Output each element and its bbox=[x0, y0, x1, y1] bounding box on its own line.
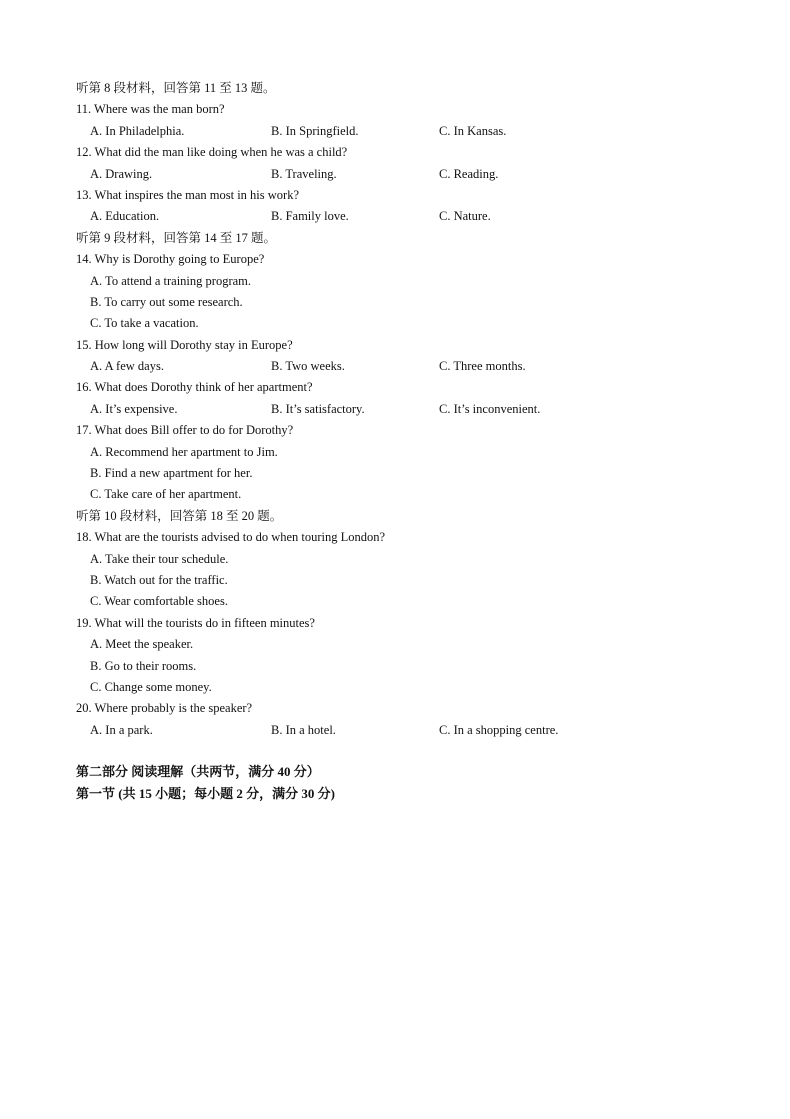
exam-content bbox=[76, 78, 756, 804]
question-text: 16. What does Dorothy think of her apartment? bbox=[76, 380, 313, 395]
option-b: B. Two weeks. bbox=[271, 359, 345, 374]
question-text: 15. How long will Dorothy stay in Europe? bbox=[76, 337, 293, 352]
option-b: B. In a hotel. bbox=[271, 722, 336, 737]
option-line: C. To take a vacation. bbox=[90, 316, 199, 331]
part-heading: 第一节 (共 15 小题；每小题 2 分，满分 30 分) bbox=[76, 785, 335, 801]
option-c: C. Nature. bbox=[439, 209, 491, 224]
option-a: A. Drawing. bbox=[90, 166, 153, 181]
question-text: 17. What does Bill offer to do for Dorothy? bbox=[76, 423, 294, 438]
option-line: A. Meet the speaker. bbox=[90, 637, 194, 652]
option-line: B. Watch out for the traffic. bbox=[90, 572, 228, 587]
option-line: B. Go to their rooms. bbox=[90, 658, 197, 673]
part-heading: 第二部分 阅读理解（共两节，满分 40 分） bbox=[76, 764, 320, 780]
options-row bbox=[76, 399, 756, 420]
option-b: B. Traveling. bbox=[271, 166, 337, 181]
option-line: A. Recommend her apartment to Jim. bbox=[90, 444, 278, 459]
option-line: C. Change some money. bbox=[90, 679, 212, 694]
option-line: B. To carry out some research. bbox=[90, 294, 243, 309]
options-row bbox=[76, 356, 756, 377]
option-a: A. In a park. bbox=[90, 722, 153, 737]
option-c: C. In Kansas. bbox=[439, 123, 507, 138]
option-line: A. To attend a training program. bbox=[90, 273, 252, 288]
option-b: B. Family love. bbox=[271, 209, 349, 224]
options-row bbox=[76, 121, 756, 142]
option-a: A. In Philadelphia. bbox=[90, 123, 185, 138]
option-b: B. It’s satisfactory. bbox=[271, 401, 365, 416]
option-c: C. In a shopping centre. bbox=[439, 722, 559, 737]
options-row bbox=[76, 164, 756, 185]
section-heading: 听第 9 段材料，回答第 14 至 17 题。 bbox=[76, 230, 277, 245]
question-text: 11. Where was the man born? bbox=[76, 102, 225, 117]
options-row bbox=[76, 206, 756, 227]
option-line: C. Take care of her apartment. bbox=[90, 487, 242, 502]
option-b: B. In Springfield. bbox=[271, 123, 359, 138]
question-text: 13. What inspires the man most in his work? bbox=[76, 187, 300, 202]
option-line: A. Take their tour schedule. bbox=[90, 551, 229, 566]
option-line: B. Find a new apartment for her. bbox=[90, 466, 253, 481]
option-c: C. Three months. bbox=[439, 359, 526, 374]
options-row bbox=[76, 720, 756, 741]
section-heading: 听第 10 段材料，回答第 18 至 20 题。 bbox=[76, 508, 283, 523]
section-gap bbox=[76, 741, 756, 761]
option-a: A. It’s expensive. bbox=[90, 401, 178, 416]
option-c: C. It’s inconvenient. bbox=[439, 401, 541, 416]
question-text: 18. What are the tourists advised to do when touring London? bbox=[76, 530, 386, 545]
question-text: 12. What did the man like doing when he was a child? bbox=[76, 145, 348, 160]
question-text: 14. Why is Dorothy going to Europe? bbox=[76, 252, 265, 267]
option-a: A. Education. bbox=[90, 209, 160, 224]
option-a: A. A few days. bbox=[90, 359, 164, 374]
question-text: 19. What will the tourists do in fifteen minutes? bbox=[76, 615, 315, 630]
question-text: 20. Where probably is the speaker? bbox=[76, 701, 253, 716]
option-line: C. Wear comfortable shoes. bbox=[90, 594, 228, 609]
option-c: C. Reading. bbox=[439, 166, 499, 181]
section-heading: 听第 8 段材料，回答第 11 至 13 题。 bbox=[76, 81, 276, 95]
